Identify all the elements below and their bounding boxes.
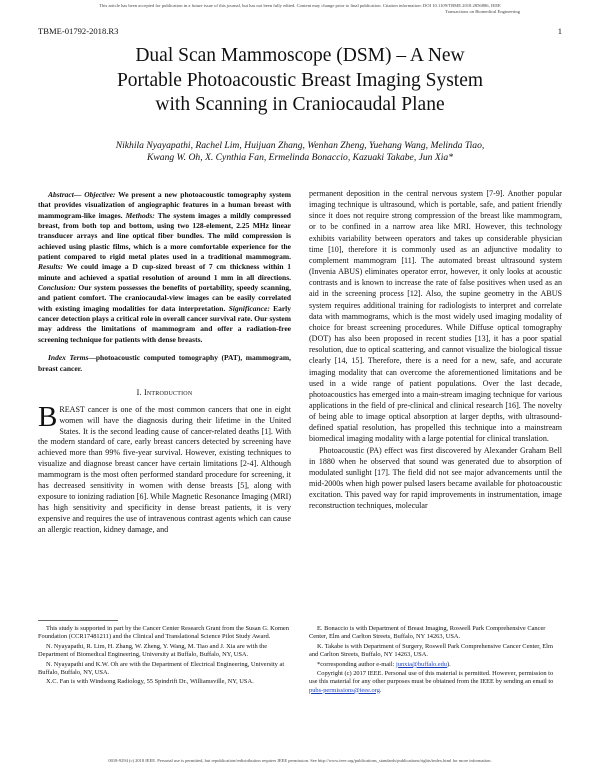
authors-line-1: Nikhila Nyayapathi, Rachel Lim, Huijuan Zhang, Wenhan Zheng, Yuehang Wang, Melinda Tiao, [115,140,485,151]
drop-cap: B [38,400,58,433]
footnote-affiliation-2: N. Nyayapathi and K.W. Oh are with the Department of Electrical Engineering, University at Buffalo, Buffalo, NY, USA. [38,660,285,676]
footnote-affiliation-3: X.C. Fan is with Windsong Radiology, 55 Spindrift Dr., Williamsville, NY, USA. [46,678,254,686]
corresponding-prefix: *corresponding author e-mail: [317,660,396,668]
corresponding-email-link[interactable]: junxia@buffalo.edu [395,660,448,668]
left-column [38,190,291,536]
banner-line-1: This article has been accepted for publication in a future issue of this journal, but has not been fully edited. Content may change prior to final publication. Citation information: DOI 10.1109/TBME.2018.2856886, IEEE [99,3,501,8]
right-paragraph-1: permanent deposition in the central nervous system [7-9]. Another popular imaging technique is ultrasound, which is portable, safe, and patient friendly since it does not require strong compression of the breast like mammogram, or to be confined in a narrow area like MRI. However, this technology exhibits variability between operators and takes up considerable physician time [10], therefore it is commonly used as an adjunctive modality to complement mammogram [11]. The automated breast ultrasound system (Invenia ABUS) eliminates operator error, however, it only looks at acoustic contrasts and is known to increase the rate of false positives when used as an aid in the screening process [12]. Also, the supine geometry in the ABUS system requires additional training for radiologists to interpret and correlate data with mammograms, which is the most widely used imaging modality of choice for breast screening procedures. While Diffuse optical tomography (DOT) has also been proposed in recent studies [13], it has a poor spatial resolution, due to optical scattering, and cannot visualize the biological tissue clearly [14, 15]. Therefore, there is a need for a new, safe, and accurate imaging modality that can overcome the aforementioned limitations and be used in a wide range of patient populations. Over the last decade, photoacoustics has emerged into a main-stream imaging technique for various applications in the field of pre-clinical and clinical research [16]. The novelty of being able to image optical absorption at larger depths, with ultrasound-defined spatial resolution, has propelled this technique into a mainstream biomedical imaging modality with a large potential for clinical translation. [309,189,562,444]
methods-label: Methods: [125,210,155,220]
abstract-label: Abstract— Objective: [48,190,116,199]
footnotes-left [38,625,291,687]
section-heading [38,388,291,399]
title-line-3: with Scanning in Craniocaudal Plane [155,94,445,115]
footnote-copyright [309,670,562,695]
footnote-funding: This study is supported in part by the Cancer Center Research Grant from the Susan G. Komen Foundation (CCR17481211) and the Clinical and Translational Science Pilot Study Award. [38,625,289,641]
footnote-rule-left [38,620,118,621]
intro-text: REAST cancer is one of the most common cancers that one in eight women will have the diagnosis during their lifetime in the United States. It is the second leading cause of cancer-related deaths [1]. With the modern standard of care, early breast cancers detected by screening have achieved more than 99% five-year survival. However, existing techniques to visualize and diagnose breast cancer have certain limitations [2-4]. Although mammogram is the most often performed standard procedure for screening, it has decreased sensitivity in women with dense breasts [5], along with exposure to ionizing radiation [6]. While Magnetic Resonance Imaging (MRI) has high sensitivity and specificity in dense breast patients, it is very expensive and requires the use of intravenous contrast agents which can cause an allergic reaction, kidney damage, and [38,404,291,534]
conclusion-label: Conclusion: [38,283,76,293]
permissions-email-link[interactable]: pubs-permissions@ieee.org [309,686,380,694]
footnote-affiliation-1: N. Nyayapathi, R. Lim, H. Zhang, W. Zheng, Y. Wang, M. Tiao and J. Xia are with the Department of Biomedical Engineering, University at Buffalo, Buffalo, NY, USA. [38,642,268,658]
title-line-1: Dual Scan Mammoscope (DSM) – A New [135,45,465,66]
index-terms-text: —photoacoustic computed tomography (PAT), mammogram, breast cancer. [38,353,291,373]
page-footer: 0018-9294 (c) 2018 IEEE. Personal use is permitted, but republication/redistribution requires IEEE permission. See http://www.ieee.org/publications_standards/publications/rights/index.html for more information. [108,758,492,763]
footnote-corresponding [309,661,562,669]
banner-line-2: Transactions on Biomedical Engineering [445,9,520,14]
footnote-affiliation-5: K. Takabe is with Department of Surgery, Roswell Park Comprehensive Cancer Center, Elm and Carlton Streets, Buffalo, NY 14263, USA. [309,642,553,658]
corresponding-suffix: ). [447,660,451,668]
abstract-objective: We present a new photoacoustic tomography system that provides visualization of angiographic features in a human breast with mammogram-like images. [38,190,291,220]
index-terms-label: Index Terms [48,353,89,363]
section-number: I. [136,387,142,397]
abstract [38,190,291,345]
authors-line-2: Kwang W. Oh, X. Cynthia Fan, Ermelinda Bonaccio, Kazuaki Takabe, Jun Xia* [146,152,453,163]
author-list [60,140,540,164]
acceptance-banner [38,3,562,15]
footnotes-right [309,625,562,695]
copyright-suffix: . [379,686,382,694]
index-terms [38,353,291,374]
paper-title [40,44,560,118]
intro-paragraph [38,400,291,536]
significance-label: Significance: [228,303,270,313]
abstract-significance: Early cancer detection plays a critical role in overall cancer survival rate. Our system may address the limitations of mammogram and offer a radiation-free screening technique for patients with dense breasts. [38,303,291,344]
abstract-conclusion: Our system possesses the benefits of portability, speedy scanning, and patient comfort. The craniocaudal-view images can be easily correlated with existing imaging modalities for data interpretation. [38,283,291,313]
right-paragraph-2: Photoacoustic (PA) effect was first discovered by Alexander Graham Bell in 1880 when he observed that sound was generated due to absorption of modulated sunlight [17]. The field did not see major advancements until the mid-2000s when high power pulsed lasers became available for photoacoustic excitation. This paved way for rapid improvements in instrumentation, image reconstruction techniques, molecular [309,445,562,511]
right-column [309,188,562,512]
abstract-methods: The system images a mildly compressed breast, from both top and bottom, using two 128-element, 2.25 MHz linear transducer arrays and line optical fiber bundles. The mild compression is achieved using plastic films, which is a more comfortable experience for the patient compared to rigid metal plates used in a traditional mammogram. [38,210,291,262]
manuscript-code: TBME-01792-2018.R3 [38,26,119,36]
footnote-affiliation-4: E. Bonaccio is with Department of Breast Imaging, Roswell Park Comprehensive Cancer Center, Elm and Carlton Streets, Buffalo, NY 14263, USA. [309,625,546,641]
copyright-text: Copyright (c) 2017 IEEE. Personal use of this material is permitted. However, permission to use this material for any other purposes must be obtained from the IEEE by sending an email to [309,670,554,686]
page-number: 1 [557,26,562,36]
results-label: Results: [38,262,64,272]
abstract-results: We could image a D cup-sized breast of 7 cm thickness within 1 minute and achieved a spatial resolution of around 1 mm in all directions. [38,262,291,282]
running-header [38,26,562,38]
title-line-2: Portable Photoacoustic Breast Imaging System [116,69,484,91]
section-title: Introduction [143,387,193,397]
